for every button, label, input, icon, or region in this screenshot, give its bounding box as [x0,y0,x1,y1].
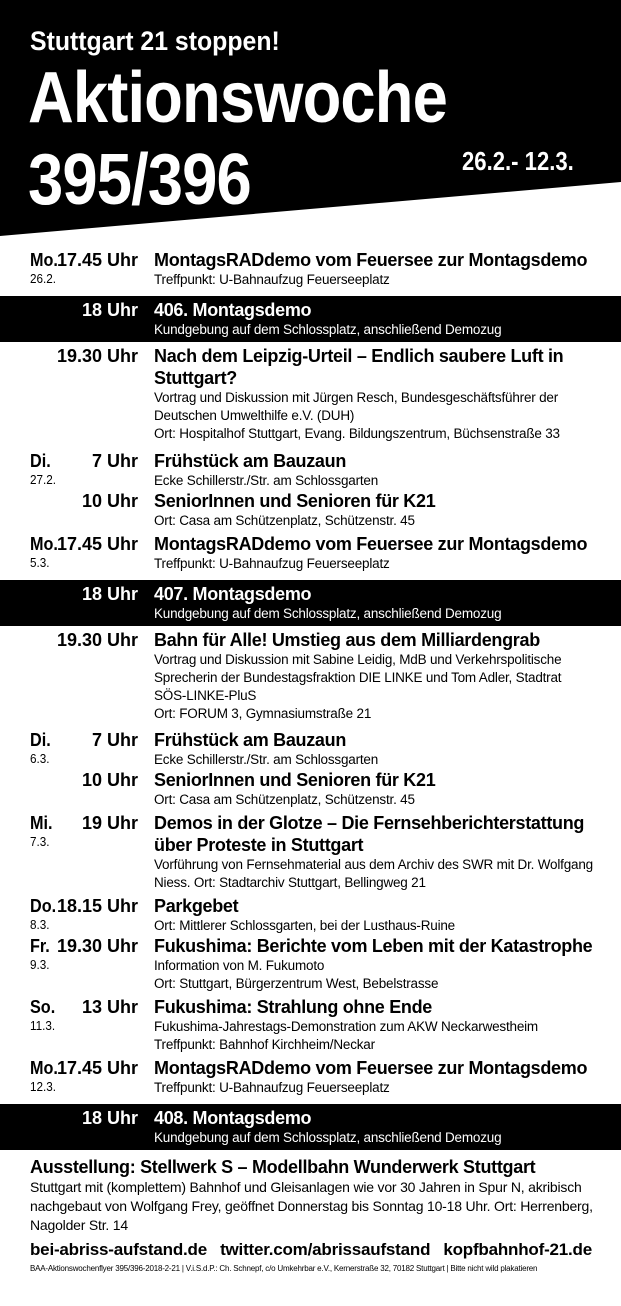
event-time: 18 Uhr [81,300,138,320]
event-title: 406. Montagsdemo [154,300,312,320]
event-detail: Kundgebung auf dem Schlossplatz, anschließend Demozug [154,606,502,621]
event-detail: Ort: Casa am Schützenplatz, Schützenstr. 45 [154,792,415,807]
event-row [0,628,621,726]
event-row-highlight [0,296,621,342]
event-day: Mo. [30,1058,58,1078]
header-banner [0,0,621,236]
link-twitter[interactable]: twitter.com/abrissaufstand [220,1240,431,1259]
event-time: 17.45 Uhr [56,250,138,270]
event-time: 18.15 Uhr [56,896,138,916]
event-row [0,995,621,1053]
event-content [154,299,594,339]
event-detail: Treffpunkt: Bahnhof Kirchheim/Neckar [154,1037,375,1052]
event-row-highlight [0,1104,621,1150]
event-time: 13 Uhr [81,997,138,1017]
header-title: Aktionswoche [28,58,447,138]
event-date: 8.3. [30,917,50,932]
event-row [0,1056,621,1102]
exhibition [30,1156,600,1235]
event-detail: Treffpunkt: U-Bahnaufzug Feuerseeplatz [154,556,390,571]
event-content [154,1057,594,1097]
event-title: 407. Montagsdemo [154,584,312,604]
header-date-range: 26.2.- 12.3. [462,146,574,176]
event-row [0,894,621,932]
header-number: 395/396 [28,140,251,220]
event-date: 12.3. [30,1079,57,1094]
event-time: 17.45 Uhr [56,1058,138,1078]
event-row [0,344,621,448]
event-detail: Ecke Schillerstr./Str. am Schlossgarten [154,752,379,767]
event-detail: Ort: FORUM 3, Gymnasiumstraße 21 [154,706,372,721]
event-content [154,490,594,530]
event-time: 10 Uhr [81,770,138,790]
link-kopfbahnhof-21[interactable]: kopfbahnhof-21.de [443,1240,592,1259]
event-detail: Vorführung von Fernsehmaterial aus dem Archiv des SWR mit Dr. Wolfgang Niess. Ort: Stadtarchiv Stuttgart, Bellingweg 21 [154,857,593,890]
event-time: 18 Uhr [81,1108,138,1128]
event-time: 17.45 Uhr [56,534,138,554]
event-title: Fukushima: Berichte vom Leben mit der Katastrophe [154,936,593,956]
event-detail: Information von M. Fukumoto [154,958,325,973]
event-row-highlight [0,580,621,626]
event-detail: Treffpunkt: U-Bahnaufzug Feuerseeplatz [154,1080,390,1095]
event-content [154,729,594,769]
event-date: 6.3. [30,751,50,766]
event-content [154,345,594,443]
event-title: Frühstück am Bauzaun [154,730,347,750]
event-content [154,533,594,573]
event-detail: Vortrag und Diskussion mit Sabine Leidig, MdB und Verkehrspolitische Sprecherin der Bundestagsfraktion DIE LINKE und Tom Adler, Stadtrat SÖS-LINKE-PluS [154,652,562,703]
event-title: MontagsRADdemo vom Feuersee zur Montagsdemo [154,250,588,270]
event-detail: Ecke Schillerstr./Str. am Schlossgarten [154,473,379,488]
event-title: Parkgebet [154,896,239,916]
event-day: So. [30,997,56,1017]
event-content [154,629,594,723]
event-detail: Ort: Casa am Schützenplatz, Schützenstr. 45 [154,513,415,528]
event-title: SeniorInnen und Senioren für K21 [154,491,436,511]
event-detail: Ort: Mittlerer Schlossgarten, bei der Lusthaus-Ruine [154,918,455,933]
event-date: 5.3. [30,555,50,570]
event-detail: Fukushima-Jahrestags-Demonstration zum AKW Neckarwestheim [154,1019,538,1034]
event-title: Demos in der Glotze – Die Fernsehberichterstattung über Proteste in Stuttgart [154,813,585,855]
event-title: 408. Montagsdemo [154,1108,312,1128]
event-detail: Ort: Hospitalhof Stuttgart, Evang. Bildungszentrum, Büchsenstraße 33 [154,426,560,441]
event-content [154,996,594,1054]
header-subtitle: Stuttgart 21 stoppen! [30,26,280,56]
event-day: Do. [30,896,57,916]
event-time: 19 Uhr [81,813,138,833]
link-bei-abriss-aufstand[interactable]: bei-abriss-aufstand.de [30,1240,207,1259]
event-content [154,895,594,935]
event-title: MontagsRADdemo vom Feuersee zur Montagsdemo [154,1058,588,1078]
event-content [154,769,594,809]
event-day: Mi. [30,813,53,833]
event-time: 19.30 Uhr [56,936,138,956]
event-title: Nach dem Leipzig-Urteil – Endlich saubere Luft in Stuttgart? [154,346,564,388]
event-row [0,489,621,529]
event-title: SeniorInnen und Senioren für K21 [154,770,436,790]
exhibition-title: Ausstellung: Stellwerk S – Modellbahn Wunderwerk Stuttgart [30,1157,536,1177]
event-day: Di. [30,730,51,750]
event-row [0,449,621,487]
event-date: 11.3. [30,1018,56,1033]
event-content [154,249,594,289]
event-date: 7.3. [30,834,50,849]
event-content [154,583,594,623]
event-title: MontagsRADdemo vom Feuersee zur Montagsdemo [154,534,588,554]
event-day: Fr. [30,936,50,956]
event-day: Mo. [30,250,58,270]
event-detail: Ort: Stuttgart, Bürgerzentrum West, Bebelstrasse [154,976,439,991]
event-time: 7 Uhr [91,730,138,750]
event-time: 7 Uhr [91,451,138,471]
event-row [0,811,621,891]
event-detail: Vortrag und Diskussion mit Jürgen Resch, Bundesgeschäftsführer der Deutschen Umwelthilfe e.V. (DUH) [154,390,559,423]
event-detail: Treffpunkt: U-Bahnaufzug Feuerseeplatz [154,272,390,287]
event-detail: Kundgebung auf dem Schlossplatz, anschließend Demozug [154,1130,502,1145]
event-time: 18 Uhr [81,584,138,604]
footer-links [30,1240,592,1260]
event-row [0,934,621,992]
event-title: Fukushima: Strahlung ohne Ende [154,997,433,1017]
event-time: 19.30 Uhr [56,630,138,650]
event-time: 10 Uhr [81,491,138,511]
event-day: Di. [30,451,51,471]
event-day: Mo. [30,534,58,554]
event-content [154,450,594,490]
exhibition-text: Stuttgart mit (komplettem) Bahnhof und Gleisanlagen wie vor 30 Jahren in Spur N, akribisch nachgebaut von Wolfgang Frey, geöffnet Donnerstag bis Sonntag 10-18 Uhr. Ort: Herrenberg, Nagolder Str. 14 [30,1179,593,1233]
event-date: 27.2. [30,472,57,487]
event-date: 26.2. [30,271,57,286]
event-title: Bahn für Alle! Umstieg aus dem Milliardengrab [154,630,540,650]
event-content [154,935,594,993]
event-detail: Kundgebung auf dem Schlossplatz, anschließend Demozug [154,322,502,337]
event-row [0,768,621,808]
event-row [0,532,621,578]
event-row [0,248,621,294]
event-content [154,1107,594,1147]
event-row [0,728,621,766]
event-title: Frühstück am Bauzaun [154,451,347,471]
imprint: BAA-Aktionswochenflyer 395/396-2018-2-21 | V.i.S.d.P.: Ch. Schnepf, c/o Umkehrbar e.V., Kernerstraße 32, 70182 Stuttgart | Bitte nicht wild plakatieren [30,1264,538,1273]
event-time: 19.30 Uhr [56,346,138,366]
event-date: 9.3. [30,957,50,972]
event-content [154,812,594,892]
